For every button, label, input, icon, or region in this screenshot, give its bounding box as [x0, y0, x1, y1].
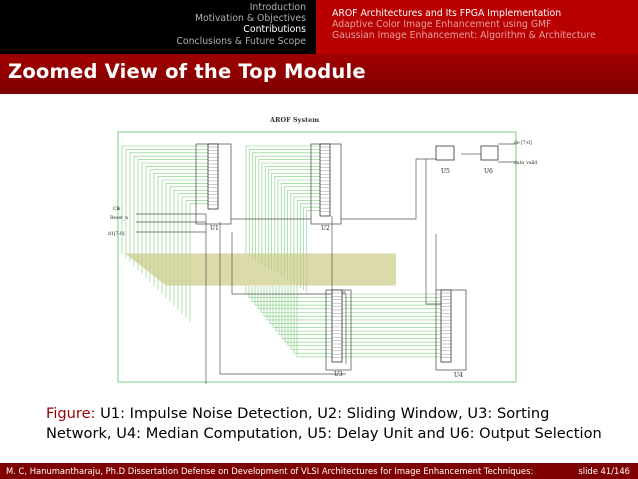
- output-port-do: do [7:0]: [514, 141, 532, 146]
- u4-label: U4: [454, 372, 463, 379]
- nav-section-contributions[interactable]: Contributions: [243, 24, 306, 36]
- u1-input-wires: [122, 146, 208, 322]
- bus-region: [126, 254, 396, 286]
- u5-label: U5: [441, 168, 450, 175]
- module-u3[interactable]: [326, 290, 351, 378]
- input-port-reset: Reset_n: [110, 216, 128, 221]
- nav-subsection-arof[interactable]: AROF Architectures and Its FPGA Implementation: [332, 8, 562, 19]
- section-nav: [0, 0, 316, 54]
- slide-number: slide 41/146: [578, 466, 630, 476]
- output-port-data-valid: data_valid: [514, 161, 538, 166]
- schematic-svg: [96, 104, 542, 394]
- header-navigation: [0, 0, 638, 54]
- u1-label: U1: [210, 225, 219, 232]
- module-u2[interactable]: [311, 144, 341, 232]
- nav-section-introduction[interactable]: Introduction: [249, 2, 306, 13]
- input-port-clk: Clk: [113, 207, 121, 212]
- u3-label: U3: [334, 371, 343, 378]
- subsection-nav: [316, 0, 638, 54]
- figure-caption: [46, 404, 606, 445]
- nav-section-motivation[interactable]: Motivation & Objectives: [194, 13, 306, 25]
- footer-bar: [0, 463, 638, 479]
- u6-label: U6: [484, 168, 493, 175]
- u2-label: U2: [321, 225, 330, 232]
- u3-input-wires: [246, 286, 441, 357]
- footer-text: M. C, Hanumantharaju, Ph.D Dissertation Defense on Development of VLSI Architectures for Image Enhancement Techniques:: [6, 466, 534, 476]
- schematic-title: AROF System: [270, 116, 320, 124]
- input-port-d1: d1[7:0]: [108, 232, 125, 237]
- module-u5[interactable]: [436, 146, 454, 175]
- frame-title-bar: [0, 54, 638, 94]
- caption-text: U1: Impulse Noise Detection, U2: Sliding Window, U3: Sorting Network, U4: Median Computation, U5: Delay Unit and U6: Output Selection: [46, 405, 602, 443]
- page-title: Zoomed View of the Top Module: [8, 60, 366, 83]
- nav-subsection-gmf[interactable]: Adaptive Color Image Enhancement using GMF: [332, 19, 552, 31]
- module-u6[interactable]: [481, 146, 498, 175]
- module-u1[interactable]: [196, 144, 231, 232]
- nav-section-conclusions[interactable]: Conclusions & Future Scope: [176, 35, 306, 47]
- caption-label: Figure:: [46, 405, 96, 422]
- schematic-figure: [96, 104, 542, 394]
- nav-subsection-gaussian[interactable]: Gaussian Image Enhancement: Algorithm & Architecture: [332, 30, 596, 42]
